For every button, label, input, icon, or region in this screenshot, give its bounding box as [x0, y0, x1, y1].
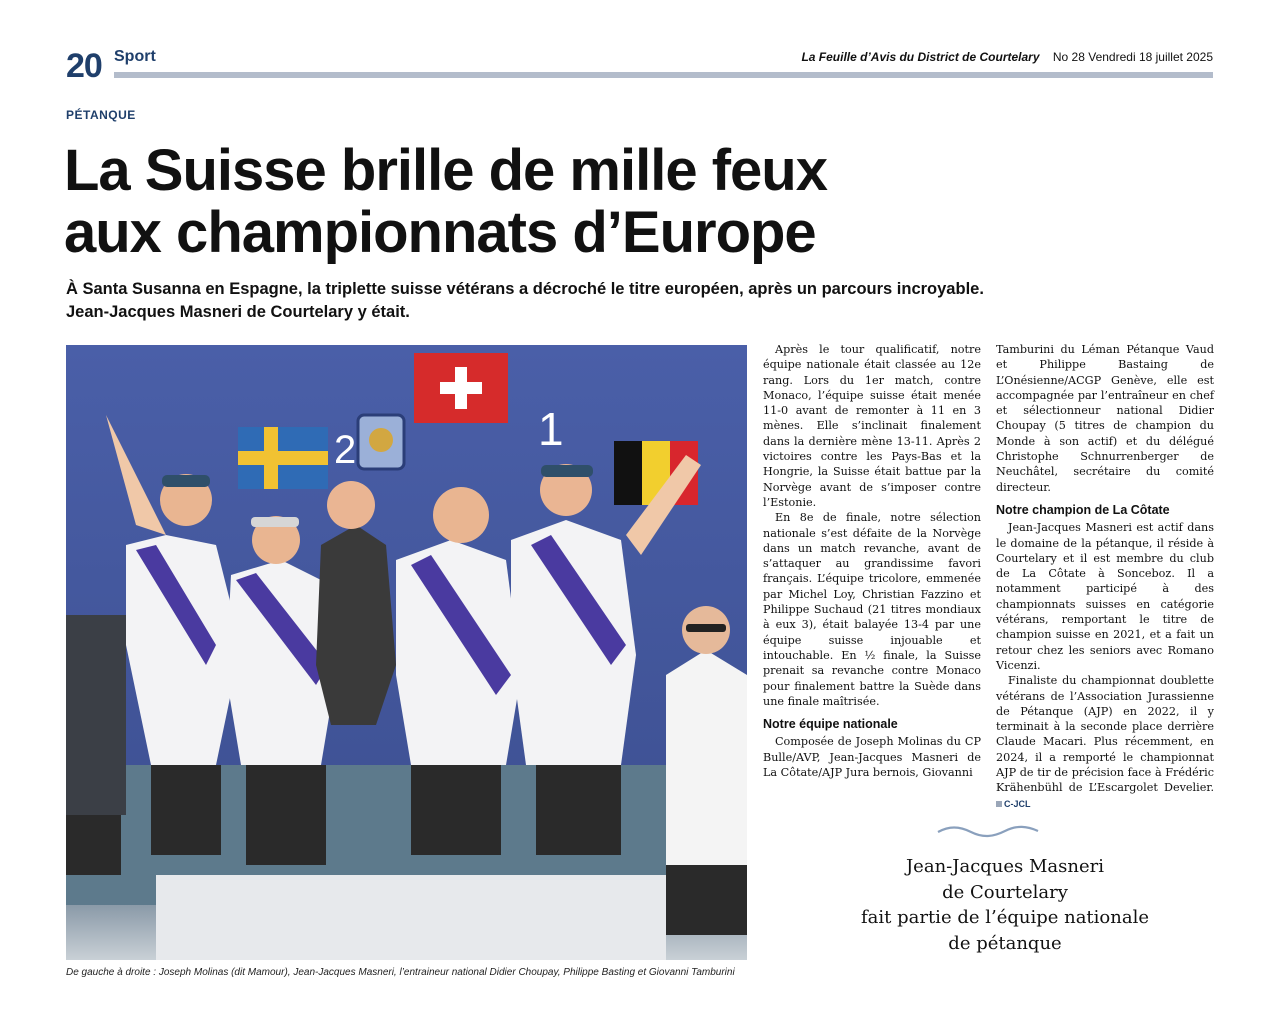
- signature-text: C-JCL: [1004, 798, 1031, 809]
- podium-photo-illustration: [66, 345, 747, 960]
- swedish-flag: [238, 427, 328, 489]
- header-rule: [114, 72, 1213, 78]
- col2-paragraph-2: Jean-Jacques Masneri est actif dans le domaine de la pétanque, il réside à Courtelary et il est membre du club de La Côtate à Sonceboz. Il a notamment participé à des championnats suisses en catégorie vétérans, remportant le titre de champion suisse en 2021, et a fait un retour chez les seniors avec Romano Vicenzi.: [996, 521, 1214, 672]
- col1-paragraph-2: En 8e de finale, notre sélection nationale s’est défaite de la Norvège dans un match revanche, avant de s’attaquer au grandissime favori français. L’équipe tricolore, emmenée par Michel Loy, Christian Fazzino et Philippe Suchaud (21 titres mondiaux à eux 3), était balayée 13-4 par une équipe suisse injouable et intouchable. En ½ finale, la Suisse prenait sa revanche contre Monaco pour finalement battre la Suède dans une finale maîtrisée.: [763, 511, 981, 708]
- podium-number-2: 2: [334, 428, 357, 472]
- author-signature: [996, 799, 1031, 809]
- pull-quote-line-2: de Courtelary: [942, 881, 1068, 903]
- col2-paragraph-1: Tamburini du Léman Pétanque Vaud et Philippe Bastaing de L’Onésienne/ACGP Genève, elle est accompagnée par l’entraîneur en chef et sélectionneur national Didier Choupay (5 titres de champion du Monde à son actif) et du délégué Christophe Schnurrenberger de Neuchâtel, secrétaire du comité directeur.: [996, 343, 1214, 494]
- podium-number-1: 1: [538, 403, 564, 455]
- article-rubric: PÉTANQUE: [66, 108, 136, 122]
- newspaper-name: La Feuille d’Avis du District de Courtelary: [801, 50, 1040, 64]
- col2-paragraph-3-text: Finaliste du championnat doublette vétérans de l’Association Jurassienne de Pétanque (AJP) en 2022, il y terminait à la seconde place derrière Claude Macari. Plus récemment, en 2024, il a remporté le championnat AJP de tir de précision face à Frédéric Krähenbühl de L’Escargolet Develier.: [996, 674, 1214, 795]
- section-name: Sport: [114, 48, 156, 65]
- lead-line-1: À Santa Susanna en Espagne, la triplette suisse vétérans a décroché le titre européen, après un parcours incroyable.: [66, 280, 984, 298]
- headline-line-1: La Suisse brille de mille feux: [64, 138, 827, 203]
- pull-quote-line-1: Jean-Jacques Masneri: [905, 856, 1105, 877]
- signature-square: [996, 801, 1002, 807]
- newspaper-info: [801, 50, 1213, 64]
- col1-subheading: Notre équipe nationale: [763, 717, 898, 732]
- trophy: [358, 415, 404, 469]
- issue-number: No 28: [1052, 50, 1085, 64]
- article-column-2: [996, 342, 1214, 812]
- wave-ornament: [937, 824, 1039, 838]
- issue-date: Vendredi 18 juillet 2025: [1088, 50, 1213, 64]
- podium-photo: [66, 345, 747, 960]
- col1-paragraph-3: Composée de Joseph Molinas du CP Bulle/AVP, Jean-Jacques Masneri de La Côtate/AJP Jura bernois, Giovanni: [763, 735, 981, 780]
- pull-quote-line-4: de pétanque: [948, 932, 1062, 954]
- page-number: 20: [66, 47, 102, 85]
- headline-line-2: aux championnats d’Europe: [64, 200, 816, 265]
- col1-paragraph-1: Après le tour qualificatif, notre équipe nationale était classée au 12e rang. Lors du 1er match, contre Monaco, l’équipe suisse était menée 11-0 avant de remonter à 11 en 3 mènes. Elle s’inclinait finalement dans la dernière mène 13-11. Après 2 victoires contre les Pays-Bas et la Hongrie, la Suisse était battue par la Norvège avant de s’imposer contre l’Estonie.: [763, 343, 981, 509]
- article-headline: [64, 140, 964, 264]
- pull-quote-line-3: fait partie de l’équipe nationale: [860, 907, 1149, 928]
- swiss-flag: [414, 353, 508, 423]
- article-column-1: [763, 342, 981, 780]
- photo-caption: De gauche à droite : Joseph Molinas (dit Mamour), Jean-Jacques Masneri, l’entraineur national Didier Choupay, Philippe Basting et Giovanni Tamburini: [66, 967, 735, 978]
- article-lead: [66, 278, 1216, 324]
- pull-quote: [800, 854, 1210, 956]
- lead-line-2: Jean-Jacques Masneri de Courtelary y était.: [66, 303, 410, 321]
- col2-paragraph-3: [996, 673, 1214, 812]
- col2-subheading: Notre champion de La Côtate: [996, 502, 1170, 517]
- page-header: [66, 44, 1213, 85]
